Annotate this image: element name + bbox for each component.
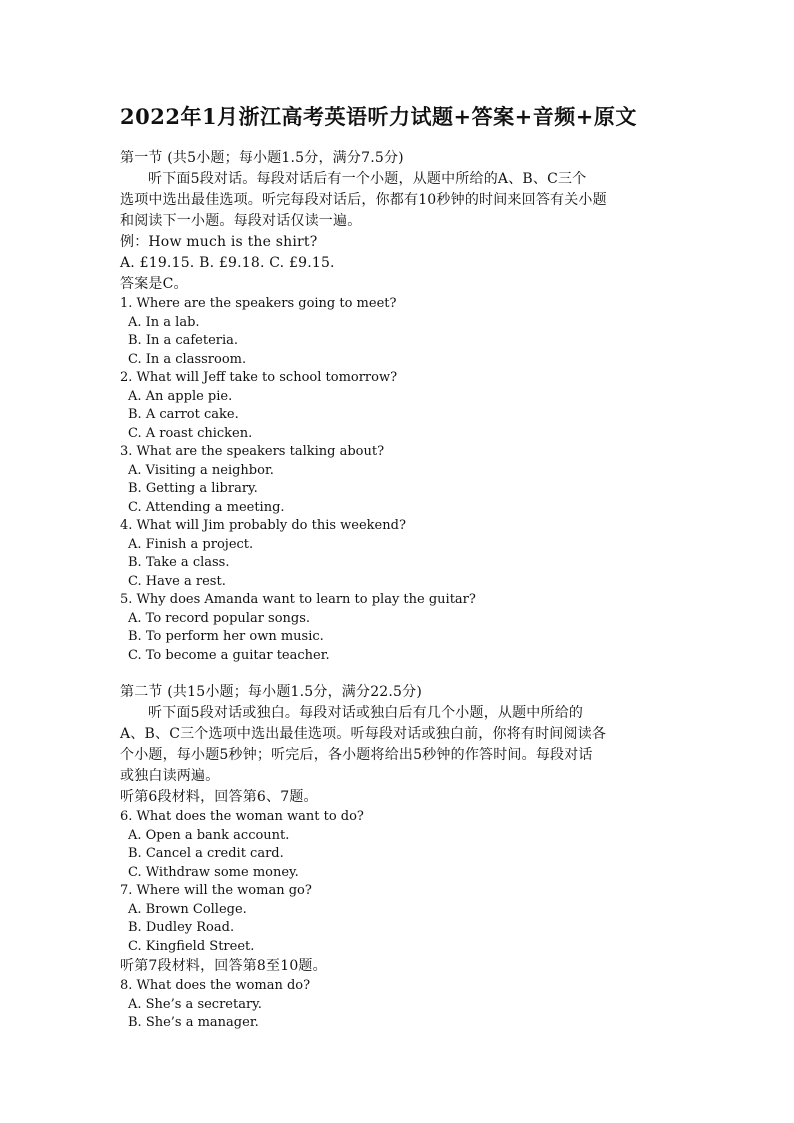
section2-instruction-line: 听下面5段对话或独白。每段对话或独白后有几个小题，从题中所给的 (148, 705, 584, 721)
option-5c: C. To become a guitar teacher. (128, 647, 330, 663)
section2-instruction-line: 个小题，每小题5秒钟；听完后，各小题将给出5秒钟的作答时间。每段对话 (120, 747, 593, 763)
option-1b: B. In a cafeteria. (128, 333, 239, 348)
section2-heading: 第二节 (共15小题；每小题1.5分，满分22.5分) (120, 684, 423, 700)
section1-instruction-line: 选项中选出最佳选项。听完每段对话后，你都有10秒钟的时间来回答有关小题 (120, 192, 607, 208)
option-8a: A. She’s a secretary. (128, 996, 262, 1012)
question-8: 8. What does the woman do? (120, 978, 311, 993)
option-7c: C. Kingfield Street. (128, 938, 255, 954)
option-4b: B. Take a class. (128, 555, 230, 570)
section2-instruction-line: A、B、C三个选项中选出最佳选项。听每段对话或独白前，你将有时间阅读各 (120, 726, 607, 742)
section1-instruction-line: 和阅读下一小题。每段对话仅读一遍。 (120, 213, 362, 229)
option-1c: C. In a classroom. (128, 351, 247, 367)
option-3c: C. Attending a meeting. (128, 499, 285, 515)
material-7-heading: 听第7段材料，回答第8至10题。 (120, 958, 327, 974)
option-3b: B. Getting a library. (128, 481, 258, 496)
question-6: 6. What does the woman want to do? (120, 809, 364, 824)
section2-instruction-line: 或独白读两遍。 (120, 768, 220, 784)
option-6a: A. Open a bank account. (128, 827, 290, 843)
question-1: 1. Where are the speakers going to meet? (120, 296, 397, 311)
section-divider-space (120, 665, 680, 682)
option-2a: A. An apple pie. (128, 388, 233, 404)
example-options: A. £19.15. B. £9.18. C. £9.15. (120, 255, 335, 271)
question-4: 4. What will Jim probably do this weekend? (120, 518, 406, 533)
option-5a: A. To record popular songs. (128, 610, 311, 626)
option-4a: A. Finish a project. (128, 536, 254, 552)
material-6-heading: 听第6段材料，回答第6、7题。 (120, 789, 318, 805)
page-title: 2022年1月浙江高考英语听力试题+答案+音频+原文 (120, 104, 637, 129)
option-8b: B. She’s a manager. (128, 1015, 259, 1030)
option-5b: B. To perform her own music. (128, 629, 324, 644)
option-2b: B. A carrot cake. (128, 407, 239, 422)
question-5: 5. Why does Amanda want to learn to play the guitar? (120, 592, 476, 607)
option-6b: B. Cancel a credit card. (128, 846, 284, 861)
question-2: 2. What will Jeff take to school tomorrow? (120, 370, 398, 385)
option-7b: B. Dudley Road. (128, 920, 235, 935)
option-3a: A. Visiting a neighbor. (128, 462, 274, 478)
option-2c: C. A roast chicken. (128, 425, 253, 441)
document-body (120, 148, 680, 1033)
option-1a: A. In a lab. (128, 314, 200, 330)
question-3: 3. What are the speakers talking about? (120, 444, 385, 459)
question-7: 7. Where will the woman go? (120, 883, 312, 898)
section1-heading: 第一节 (共5小题；每小题1.5分，满分7.5分) (120, 150, 404, 166)
example-question: 例：How much is the shirt? (120, 234, 318, 250)
option-7a: A. Brown College. (128, 901, 247, 917)
option-4c: C. Have a rest. (128, 573, 226, 589)
example-answer: 答案是C。 (120, 276, 188, 292)
section1-instruction-line: 听下面5段对话。每段对话后有一个小题，从题中所给的A、B、C三个 (148, 171, 587, 187)
option-6c: C. Withdraw some money. (128, 864, 299, 880)
